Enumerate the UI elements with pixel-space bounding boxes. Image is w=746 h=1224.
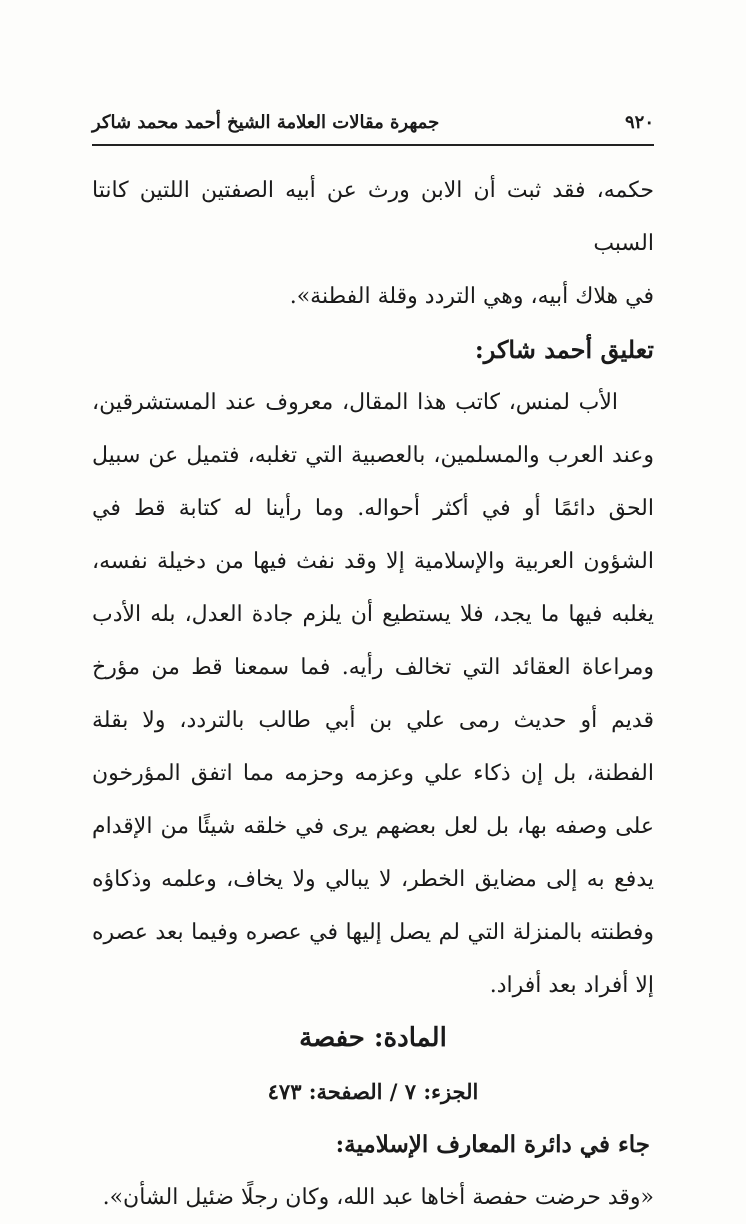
quote-end-line-2: في هلاك أبيه، وهي التردد وقلة الفطنة». (289, 284, 654, 309)
entry-title: المادة: حفصة (299, 1023, 447, 1053)
running-header (92, 106, 654, 138)
running-title: جمهرة مقالات العلامة الشيخ أحمد محمد شاكر (92, 111, 440, 133)
comment-heading: تعليق أحمد شاكر: (474, 335, 654, 364)
page-body (92, 164, 654, 1224)
entry-reference: الجزء: ٧ / الصفحة: ٤٧٣ (267, 1079, 479, 1104)
header-rule (92, 144, 654, 146)
comment-paragraph: الأب لمنس، كاتب هذا المقال، معروف عند المستشرقين، وعند العرب والمسلمين، بالعصبية التي تغلبه، فتميل عن سبيل الحق دائمًا أو في أكثر أحواله. وما رأينا له كتابة قط في الشؤون العربية والإسلامية إلا وقد نفث فيها من دخيلة نفسه، يغلبه فيها ما يجد، فلا يستطيع أن يلزم جادة العدل، بله الأدب ومراعاة العقائد التي تخالف رأيه. فما سمعنا قط من مؤرخ قديم أو حديث رمى علي بن أبي طالب بالتردد، ولا بقلة الفطنة، بل إن ذكاء علي وعزمه وحزمه مما اتفق المؤرخون على وصفه بها، بل لعل بعضهم يرى في خلقه شيئًا من الإقدام يدفع به إلى مضايق الخطر، لا يبالي ولا يخاف، وعلمه وذكاؤه وفطنته بالمنزلة التي لم يصل إليها في عصره وفيما بعد عصره إلا أفراد بعد أفراد. (92, 390, 654, 998)
page-number: ٩٢٠ (624, 111, 654, 133)
quote-end-line-1: حكمه، فقد ثبت أن الابن ورث عن أبيه الصفتين اللتين كانتا السبب (92, 178, 654, 256)
source-heading: جاء في دائرة المعارف الإسلامية: (335, 1131, 650, 1158)
source-quote: «وقد حرضت حفصة أخاها عبد الله، وكان رجلًا ضئيل الشأن». (102, 1185, 654, 1210)
